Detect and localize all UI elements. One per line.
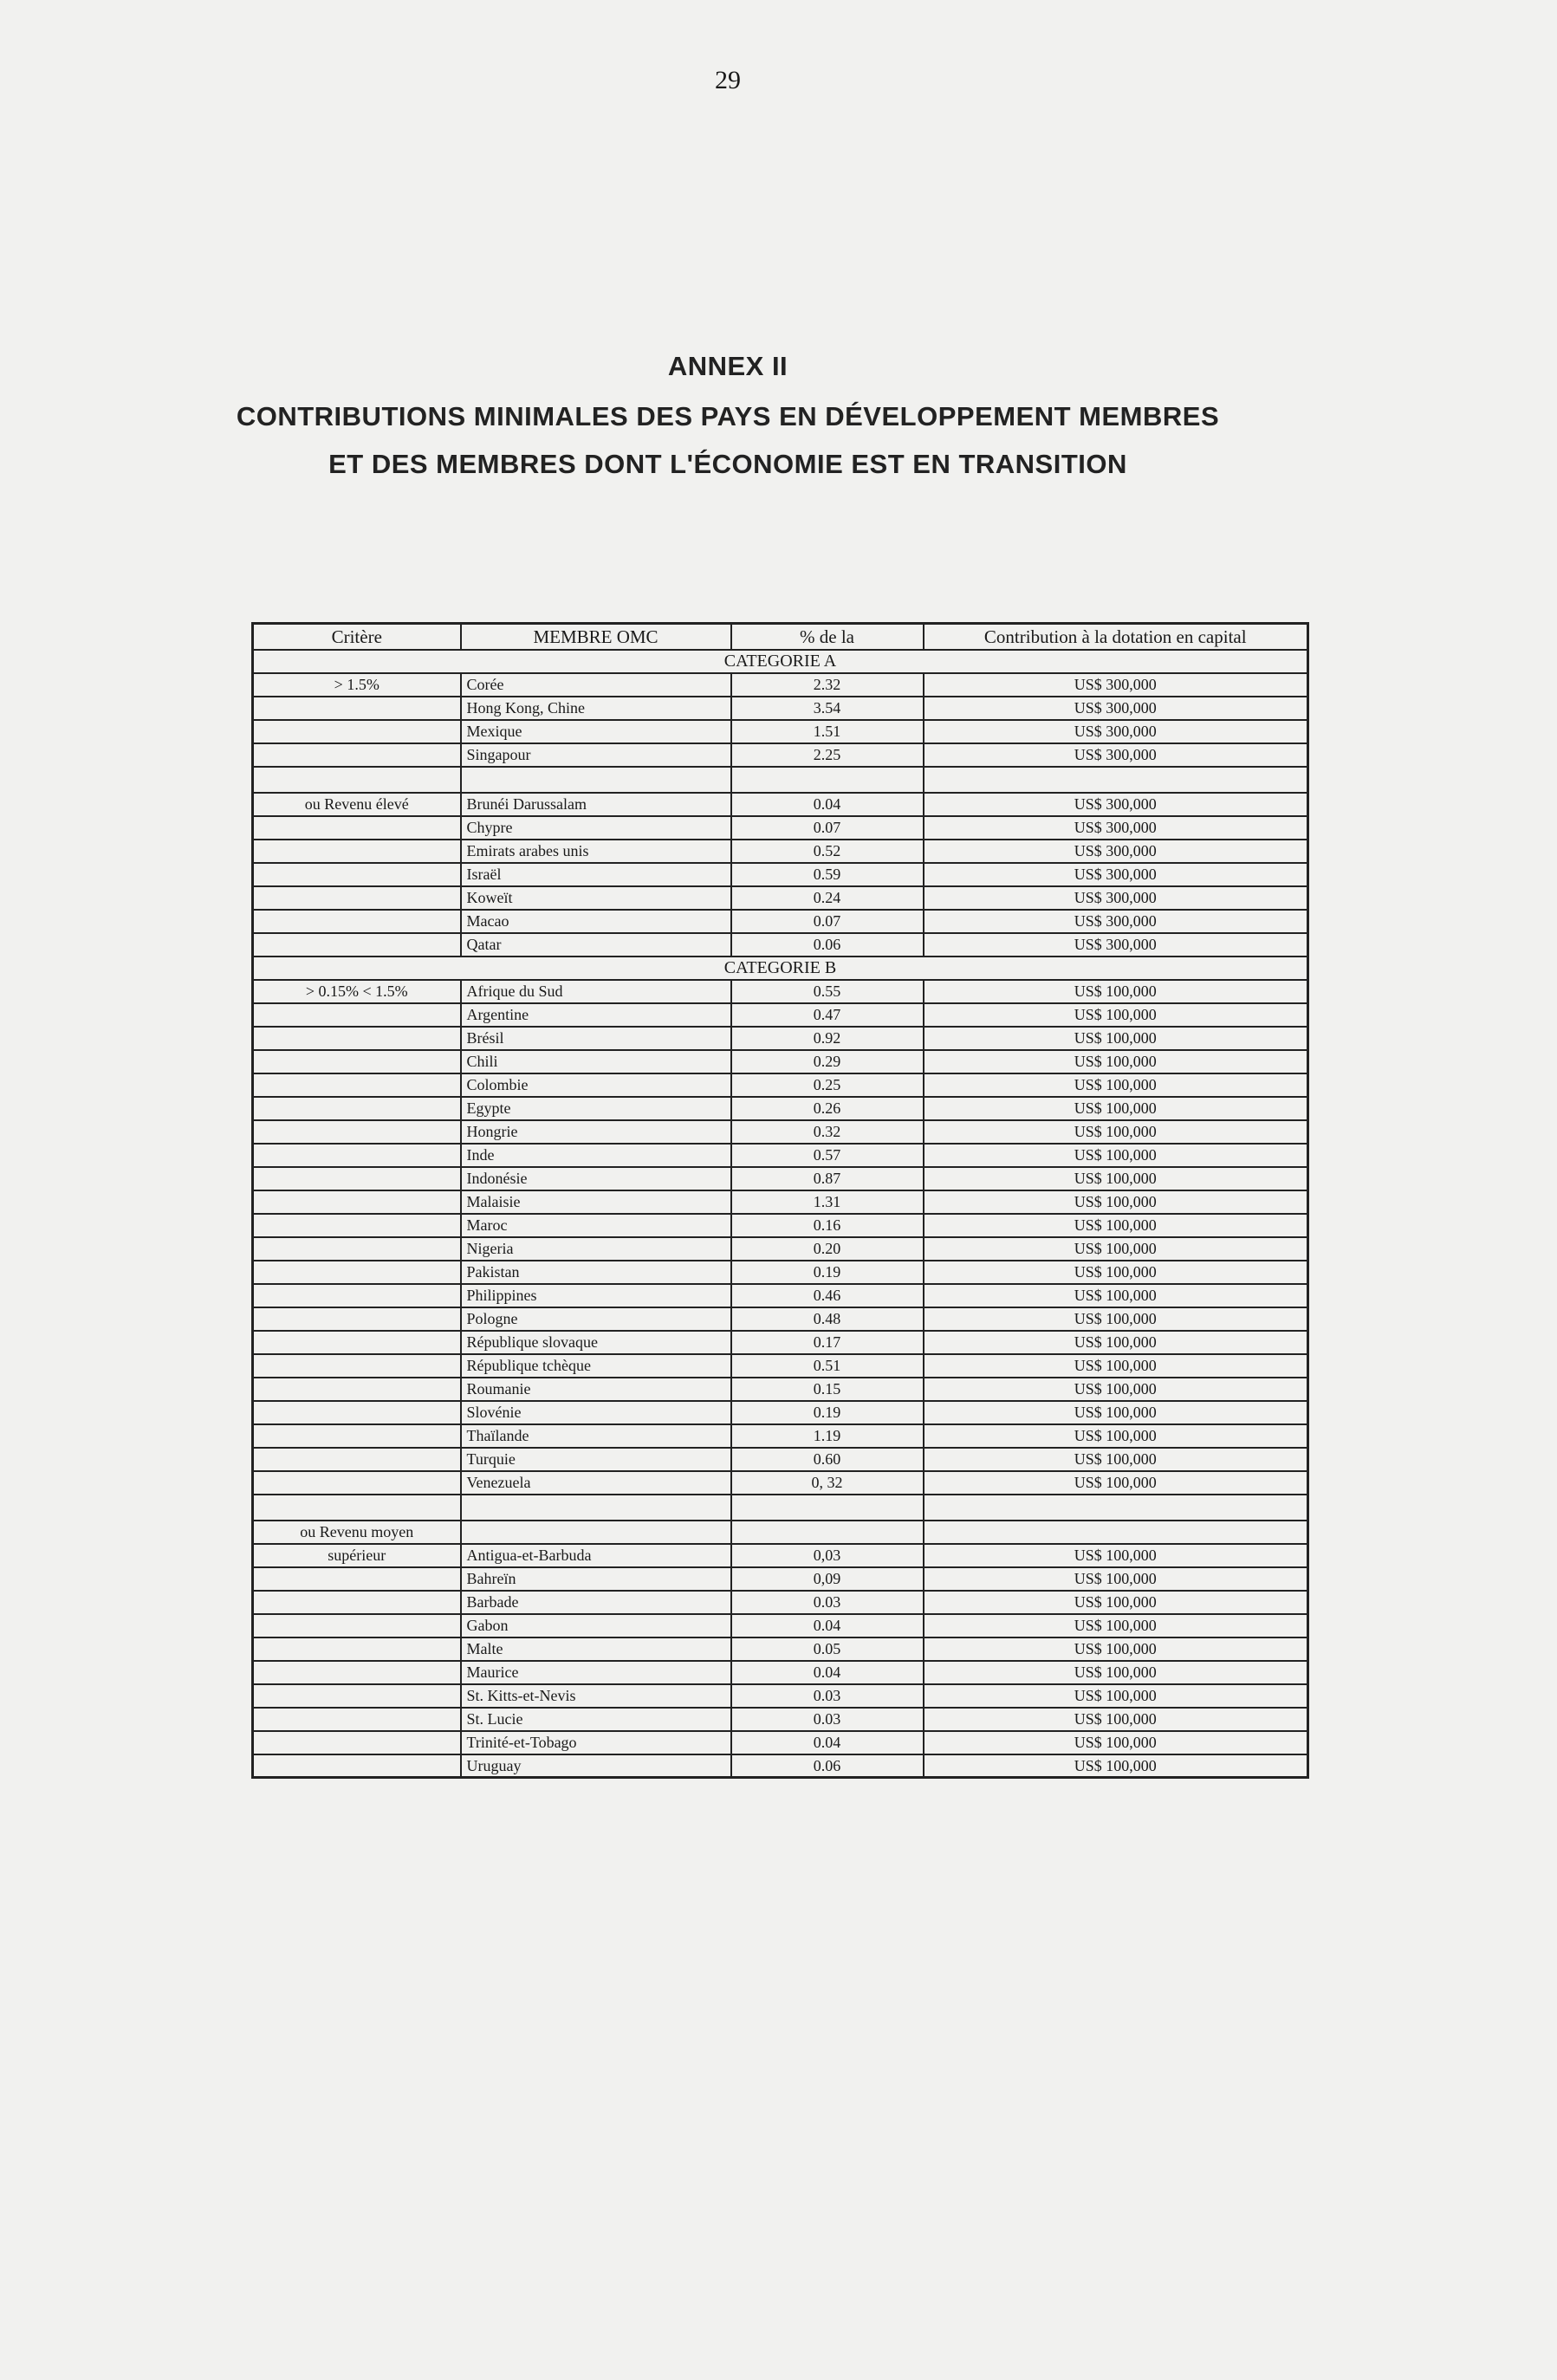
criterion-cell bbox=[253, 1378, 461, 1401]
contribution-cell: US$ 100,000 bbox=[924, 1471, 1308, 1495]
member-cell: Antigua-et-Barbuda bbox=[461, 1544, 731, 1567]
criterion-cell bbox=[253, 1284, 461, 1307]
criterion-cell bbox=[253, 1471, 461, 1495]
contribution-cell: US$ 100,000 bbox=[924, 1354, 1308, 1378]
criterion-cell bbox=[253, 1331, 461, 1354]
table-row bbox=[253, 1307, 1308, 1331]
criterion-cell bbox=[253, 1190, 461, 1214]
category-b-label: CATEGORIE B bbox=[253, 957, 1308, 980]
criterion-cell: ou Revenu élevé bbox=[253, 793, 461, 816]
empty-cell bbox=[731, 1521, 924, 1544]
table-row bbox=[253, 743, 1308, 767]
percent-cell: 0.48 bbox=[731, 1307, 924, 1331]
criterion-cell bbox=[253, 743, 461, 767]
criterion-cell bbox=[253, 1614, 461, 1637]
contribution-cell: US$ 300,000 bbox=[924, 720, 1308, 743]
contribution-cell: US$ 300,000 bbox=[924, 886, 1308, 910]
table-row bbox=[253, 1591, 1308, 1614]
criterion-cell bbox=[253, 1073, 461, 1097]
member-cell: St. Kitts-et-Nevis bbox=[461, 1684, 731, 1708]
table-header-row bbox=[253, 624, 1308, 650]
table-row bbox=[253, 1237, 1308, 1261]
contribution-cell: US$ 100,000 bbox=[924, 1708, 1308, 1731]
table-row bbox=[253, 697, 1308, 720]
criterion-cell bbox=[253, 1401, 461, 1424]
percent-cell: 0.92 bbox=[731, 1027, 924, 1050]
member-cell: Bahreïn bbox=[461, 1567, 731, 1591]
empty-cell bbox=[461, 1521, 731, 1544]
percent-cell: 0.07 bbox=[731, 910, 924, 933]
table-row bbox=[253, 1684, 1308, 1708]
criterion-cell: supérieur bbox=[253, 1544, 461, 1567]
contribution-cell: US$ 300,000 bbox=[924, 743, 1308, 767]
table-row bbox=[253, 1144, 1308, 1167]
criterion-cell bbox=[253, 1307, 461, 1331]
table-row bbox=[253, 1424, 1308, 1448]
member-cell: Roumanie bbox=[461, 1378, 731, 1401]
member-cell: Emirats arabes unis bbox=[461, 840, 731, 863]
contribution-cell: US$ 100,000 bbox=[924, 1567, 1308, 1591]
contribution-cell: US$ 300,000 bbox=[924, 793, 1308, 816]
contribution-cell: US$ 100,000 bbox=[924, 1261, 1308, 1284]
criterion-cell bbox=[253, 1027, 461, 1050]
criterion-cell bbox=[253, 1567, 461, 1591]
member-cell: Chypre bbox=[461, 816, 731, 840]
table-row bbox=[253, 840, 1308, 863]
table-row bbox=[253, 1214, 1308, 1237]
contribution-cell: US$ 100,000 bbox=[924, 1097, 1308, 1120]
criterion-row bbox=[253, 1521, 1308, 1544]
member-cell: Colombie bbox=[461, 1073, 731, 1097]
empty-cell bbox=[253, 767, 461, 793]
percent-cell: 1.51 bbox=[731, 720, 924, 743]
header-contribution: Contribution à la dotation en capital bbox=[924, 624, 1308, 650]
table-row bbox=[253, 1567, 1308, 1591]
table-row bbox=[253, 1731, 1308, 1754]
contribution-cell: US$ 300,000 bbox=[924, 840, 1308, 863]
contribution-cell: US$ 100,000 bbox=[924, 1401, 1308, 1424]
criterion-cell bbox=[253, 1637, 461, 1661]
criterion-cell bbox=[253, 697, 461, 720]
table-row bbox=[253, 1167, 1308, 1190]
criterion-cell bbox=[253, 1120, 461, 1144]
contribution-cell: US$ 100,000 bbox=[924, 1050, 1308, 1073]
table-row bbox=[253, 1097, 1308, 1120]
percent-cell: 0,09 bbox=[731, 1567, 924, 1591]
table-row bbox=[253, 1331, 1308, 1354]
member-cell: Mexique bbox=[461, 720, 731, 743]
percent-cell: 0.06 bbox=[731, 933, 924, 957]
member-cell: Venezuela bbox=[461, 1471, 731, 1495]
criterion-cell: > 1.5% bbox=[253, 673, 461, 697]
contribution-cell: US$ 100,000 bbox=[924, 1661, 1308, 1684]
contribution-cell: US$ 100,000 bbox=[924, 1003, 1308, 1027]
spacer-row bbox=[253, 1495, 1308, 1521]
percent-cell: 0.19 bbox=[731, 1401, 924, 1424]
percent-cell: 0.06 bbox=[731, 1754, 924, 1778]
percent-cell: 0.04 bbox=[731, 1731, 924, 1754]
header-member: MEMBRE OMC bbox=[461, 624, 731, 650]
contributions-table-container bbox=[251, 622, 1307, 1779]
percent-cell: 1.31 bbox=[731, 1190, 924, 1214]
percent-cell: 0.15 bbox=[731, 1378, 924, 1401]
table-row bbox=[253, 1284, 1308, 1307]
percent-cell: 0.87 bbox=[731, 1167, 924, 1190]
member-cell: Trinité-et-Tobago bbox=[461, 1731, 731, 1754]
contribution-cell: US$ 100,000 bbox=[924, 1591, 1308, 1614]
document-title-line-1: CONTRIBUTIONS MINIMALES DES PAYS EN DÉVELOPPEMENT MEMBRES bbox=[236, 401, 1220, 431]
percent-cell: 0.16 bbox=[731, 1214, 924, 1237]
empty-cell bbox=[924, 767, 1308, 793]
contribution-cell: US$ 100,000 bbox=[924, 1284, 1308, 1307]
member-cell: Inde bbox=[461, 1144, 731, 1167]
header-criterion: Critère bbox=[253, 624, 461, 650]
percent-cell: 3.54 bbox=[731, 697, 924, 720]
percent-cell: 0.07 bbox=[731, 816, 924, 840]
criterion-cell bbox=[253, 910, 461, 933]
criterion-cell bbox=[253, 1731, 461, 1754]
document-title-line-2: ET DES MEMBRES DONT L'ÉCONOMIE EST EN TRANSITION bbox=[328, 449, 1127, 479]
member-cell: Barbade bbox=[461, 1591, 731, 1614]
empty-cell bbox=[461, 767, 731, 793]
member-cell: Afrique du Sud bbox=[461, 980, 731, 1003]
criterion-cell bbox=[253, 1424, 461, 1448]
criterion-cell bbox=[253, 816, 461, 840]
member-cell: Hong Kong, Chine bbox=[461, 697, 731, 720]
empty-cell bbox=[461, 1495, 731, 1521]
member-cell: Brunéi Darussalam bbox=[461, 793, 731, 816]
member-cell: Slovénie bbox=[461, 1401, 731, 1424]
contribution-cell: US$ 300,000 bbox=[924, 673, 1308, 697]
criterion-cell bbox=[253, 886, 461, 910]
table-row bbox=[253, 1050, 1308, 1073]
table-row bbox=[253, 886, 1308, 910]
contribution-cell: US$ 300,000 bbox=[924, 697, 1308, 720]
member-cell: Philippines bbox=[461, 1284, 731, 1307]
member-cell: Koweït bbox=[461, 886, 731, 910]
table-row bbox=[253, 1354, 1308, 1378]
contribution-cell: US$ 300,000 bbox=[924, 816, 1308, 840]
member-cell: Chili bbox=[461, 1050, 731, 1073]
percent-cell: 0.25 bbox=[731, 1073, 924, 1097]
table-row bbox=[253, 1120, 1308, 1144]
table-row bbox=[253, 910, 1308, 933]
category-b-row bbox=[253, 957, 1308, 980]
criterion-cell bbox=[253, 1237, 461, 1261]
table-row bbox=[253, 1073, 1308, 1097]
spacer-row bbox=[253, 767, 1308, 793]
page-number: 29 bbox=[715, 66, 741, 94]
criterion-cell bbox=[253, 840, 461, 863]
criterion-cell bbox=[253, 1591, 461, 1614]
member-cell: Argentine bbox=[461, 1003, 731, 1027]
member-cell: Thaïlande bbox=[461, 1424, 731, 1448]
percent-cell: 0.03 bbox=[731, 1708, 924, 1731]
table-row bbox=[253, 933, 1308, 957]
contribution-cell: US$ 100,000 bbox=[924, 1424, 1308, 1448]
empty-cell bbox=[731, 767, 924, 793]
empty-cell bbox=[924, 1521, 1308, 1544]
criterion-cell bbox=[253, 863, 461, 886]
percent-cell: 0, 32 bbox=[731, 1471, 924, 1495]
percent-cell: 0.19 bbox=[731, 1261, 924, 1284]
contribution-cell: US$ 100,000 bbox=[924, 1637, 1308, 1661]
table-row bbox=[253, 1448, 1308, 1471]
percent-cell: 0.60 bbox=[731, 1448, 924, 1471]
header-percent: % de la bbox=[731, 624, 924, 650]
contribution-cell: US$ 300,000 bbox=[924, 863, 1308, 886]
table-row bbox=[253, 980, 1308, 1003]
percent-cell: 1.19 bbox=[731, 1424, 924, 1448]
contribution-cell: US$ 100,000 bbox=[924, 1614, 1308, 1637]
percent-cell: 0.55 bbox=[731, 980, 924, 1003]
criterion-cell: ou Revenu moyen bbox=[253, 1521, 461, 1544]
percent-cell: 0.20 bbox=[731, 1237, 924, 1261]
percent-cell: 0.24 bbox=[731, 886, 924, 910]
member-cell: République slovaque bbox=[461, 1331, 731, 1354]
member-cell: Brésil bbox=[461, 1027, 731, 1050]
table-row bbox=[253, 1378, 1308, 1401]
member-cell: Gabon bbox=[461, 1614, 731, 1637]
member-cell: Malaisie bbox=[461, 1190, 731, 1214]
member-cell: Maurice bbox=[461, 1661, 731, 1684]
contribution-cell: US$ 100,000 bbox=[924, 1167, 1308, 1190]
category-a-row bbox=[253, 650, 1308, 673]
empty-cell bbox=[924, 1495, 1308, 1521]
member-cell: Macao bbox=[461, 910, 731, 933]
criterion-cell bbox=[253, 933, 461, 957]
contribution-cell: US$ 100,000 bbox=[924, 1544, 1308, 1567]
empty-cell bbox=[731, 1495, 924, 1521]
percent-cell: 0.05 bbox=[731, 1637, 924, 1661]
criterion-cell bbox=[253, 1354, 461, 1378]
table-row bbox=[253, 816, 1308, 840]
percent-cell: 0.57 bbox=[731, 1144, 924, 1167]
contribution-cell: US$ 100,000 bbox=[924, 1378, 1308, 1401]
member-cell: Nigeria bbox=[461, 1237, 731, 1261]
member-cell: Qatar bbox=[461, 933, 731, 957]
table-row bbox=[253, 1614, 1308, 1637]
percent-cell: 0.51 bbox=[731, 1354, 924, 1378]
criterion-cell bbox=[253, 1144, 461, 1167]
table-row bbox=[253, 1190, 1308, 1214]
percent-cell: 0.03 bbox=[731, 1684, 924, 1708]
percent-cell: 2.32 bbox=[731, 673, 924, 697]
percent-cell: 0.52 bbox=[731, 840, 924, 863]
percent-cell: 0.32 bbox=[731, 1120, 924, 1144]
percent-cell: 0.47 bbox=[731, 1003, 924, 1027]
table-row bbox=[253, 1003, 1308, 1027]
contribution-cell: US$ 300,000 bbox=[924, 933, 1308, 957]
percent-cell: 0.04 bbox=[731, 793, 924, 816]
member-cell: St. Lucie bbox=[461, 1708, 731, 1731]
table-row bbox=[253, 1661, 1308, 1684]
table-row bbox=[253, 1401, 1308, 1424]
contribution-cell: US$ 100,000 bbox=[924, 1307, 1308, 1331]
table-row bbox=[253, 720, 1308, 743]
table-row bbox=[253, 863, 1308, 886]
member-cell: Indonésie bbox=[461, 1167, 731, 1190]
contribution-cell: US$ 100,000 bbox=[924, 980, 1308, 1003]
contribution-cell: US$ 100,000 bbox=[924, 1448, 1308, 1471]
table-body bbox=[253, 650, 1308, 1778]
criterion-cell bbox=[253, 1214, 461, 1237]
contribution-cell: US$ 100,000 bbox=[924, 1144, 1308, 1167]
category-a-label: CATEGORIE A bbox=[253, 650, 1308, 673]
criterion-cell bbox=[253, 1167, 461, 1190]
member-cell: Pologne bbox=[461, 1307, 731, 1331]
table-row bbox=[253, 793, 1308, 816]
member-cell: Israël bbox=[461, 863, 731, 886]
percent-cell: 0.46 bbox=[731, 1284, 924, 1307]
criterion-cell bbox=[253, 1754, 461, 1778]
table-row bbox=[253, 1471, 1308, 1495]
member-cell: Singapour bbox=[461, 743, 731, 767]
percent-cell: 0.17 bbox=[731, 1331, 924, 1354]
contribution-cell: US$ 100,000 bbox=[924, 1754, 1308, 1778]
criterion-cell bbox=[253, 1684, 461, 1708]
table-row bbox=[253, 1544, 1308, 1567]
criterion-cell: > 0.15% < 1.5% bbox=[253, 980, 461, 1003]
annex-label: ANNEX II bbox=[667, 351, 788, 381]
criterion-cell bbox=[253, 1003, 461, 1027]
contribution-cell: US$ 100,000 bbox=[924, 1237, 1308, 1261]
criterion-cell bbox=[253, 1097, 461, 1120]
contribution-cell: US$ 100,000 bbox=[924, 1214, 1308, 1237]
table-row bbox=[253, 1754, 1308, 1778]
criterion-cell bbox=[253, 1261, 461, 1284]
contribution-cell: US$ 100,000 bbox=[924, 1027, 1308, 1050]
member-cell: République tchèque bbox=[461, 1354, 731, 1378]
contribution-cell: US$ 100,000 bbox=[924, 1190, 1308, 1214]
percent-cell: 0.03 bbox=[731, 1591, 924, 1614]
contribution-cell: US$ 100,000 bbox=[924, 1684, 1308, 1708]
member-cell: Pakistan bbox=[461, 1261, 731, 1284]
percent-cell: 0.04 bbox=[731, 1661, 924, 1684]
percent-cell: 0.04 bbox=[731, 1614, 924, 1637]
table-row bbox=[253, 1708, 1308, 1731]
criterion-cell bbox=[253, 1050, 461, 1073]
criterion-cell bbox=[253, 1448, 461, 1471]
criterion-cell bbox=[253, 720, 461, 743]
percent-cell: 0.26 bbox=[731, 1097, 924, 1120]
contribution-cell: US$ 100,000 bbox=[924, 1120, 1308, 1144]
percent-cell: 0.29 bbox=[731, 1050, 924, 1073]
contributions-table bbox=[251, 622, 1309, 1779]
table-row bbox=[253, 1637, 1308, 1661]
contribution-cell: US$ 100,000 bbox=[924, 1331, 1308, 1354]
contribution-cell: US$ 300,000 bbox=[924, 910, 1308, 933]
criterion-cell bbox=[253, 1708, 461, 1731]
percent-cell: 0,03 bbox=[731, 1544, 924, 1567]
member-cell: Turquie bbox=[461, 1448, 731, 1471]
member-cell: Egypte bbox=[461, 1097, 731, 1120]
empty-cell bbox=[253, 1495, 461, 1521]
member-cell: Hongrie bbox=[461, 1120, 731, 1144]
member-cell: Corée bbox=[461, 673, 731, 697]
table-row bbox=[253, 1027, 1308, 1050]
member-cell: Malte bbox=[461, 1637, 731, 1661]
member-cell: Maroc bbox=[461, 1214, 731, 1237]
criterion-cell bbox=[253, 1661, 461, 1684]
member-cell: Uruguay bbox=[461, 1754, 731, 1778]
percent-cell: 0.59 bbox=[731, 863, 924, 886]
contribution-cell: US$ 100,000 bbox=[924, 1073, 1308, 1097]
table-row bbox=[253, 1261, 1308, 1284]
contribution-cell: US$ 100,000 bbox=[924, 1731, 1308, 1754]
percent-cell: 2.25 bbox=[731, 743, 924, 767]
table-row bbox=[253, 673, 1308, 697]
